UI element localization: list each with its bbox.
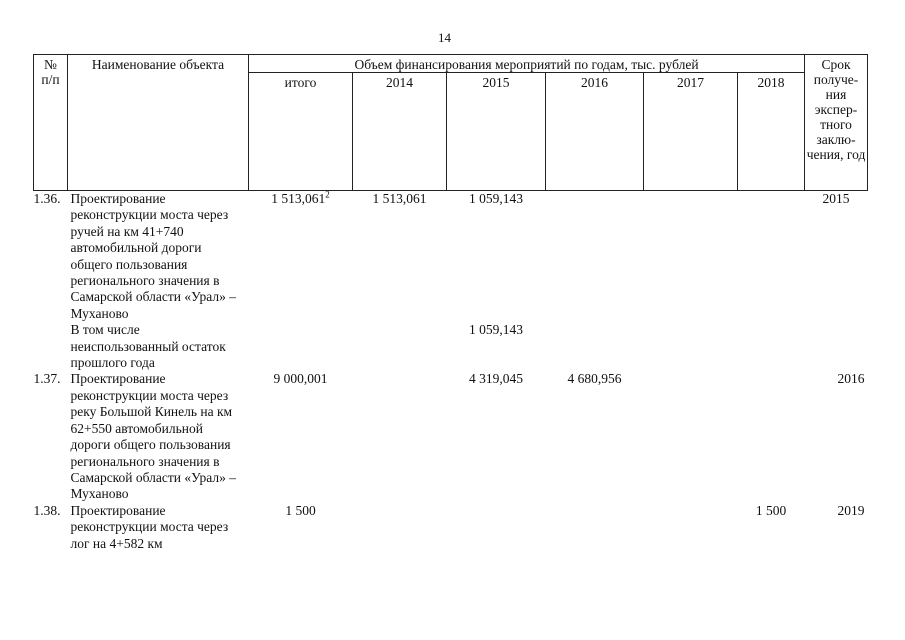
header-deadline-label: Срок получе-ния экспер-тного заклю-чения, год xyxy=(806,57,866,162)
header-volume xyxy=(249,55,805,73)
row-2017 xyxy=(644,371,738,502)
header-no-label: № п/п xyxy=(41,57,60,87)
row-total: 9 000,001 xyxy=(273,371,328,387)
header-year-label: 2018 xyxy=(757,75,785,90)
header-volume-label: Объем финансирования мероприятий по годам, тыс. рублей xyxy=(354,57,699,72)
row-2017 xyxy=(644,503,738,552)
header-year-label: 2016 xyxy=(581,75,608,90)
row-2015 xyxy=(447,503,546,552)
row-2015: 1 059,143 xyxy=(469,322,523,338)
row-2015: 1 059,143 xyxy=(469,191,523,206)
row-2017 xyxy=(644,191,738,323)
header-no xyxy=(34,55,68,191)
table-row xyxy=(34,322,868,371)
header-year-2017 xyxy=(644,73,738,191)
row-number: 1.38. xyxy=(33,502,61,518)
row-number: 1.37. xyxy=(33,371,61,387)
header-row-1 xyxy=(34,55,868,73)
row-total xyxy=(249,322,353,371)
row-number xyxy=(34,322,68,371)
row-total-value: 1 513,061 xyxy=(271,191,326,206)
header-year-2016 xyxy=(546,73,644,191)
header-total-label: итого xyxy=(284,75,317,90)
header-year-2014 xyxy=(353,73,447,191)
row-2018 xyxy=(738,322,805,371)
row-2016 xyxy=(546,503,644,552)
row-2014: 1 513,061 xyxy=(372,191,427,206)
header-year-2015 xyxy=(447,73,546,191)
row-2016: 4 680,956 xyxy=(567,371,622,387)
page-number: 14 xyxy=(438,30,451,45)
header-total xyxy=(249,73,353,191)
row-2016 xyxy=(546,191,644,323)
financing-table xyxy=(33,54,868,552)
row-total xyxy=(249,191,353,323)
row-2017 xyxy=(644,322,738,371)
row-deadline xyxy=(805,322,868,371)
header-year-label: 2015 xyxy=(482,75,510,90)
row-2015: 4 319,045 xyxy=(469,371,523,387)
row-2018: 1 500 xyxy=(755,502,787,518)
row-name: Проектирование реконструкции моста через ручей на км 41+740 автомобильной дороги общего пользования регионального значения в Самарской области «Урал» – Муханово xyxy=(70,191,237,321)
row-total: 1 500 xyxy=(285,502,316,518)
row-2014 xyxy=(353,322,447,371)
table-row xyxy=(34,371,868,502)
header-year-2018 xyxy=(738,73,805,191)
header-name-label: Наименование объекта xyxy=(91,57,225,72)
footnote-mark: 2 xyxy=(325,189,330,200)
row-number: 1.36. xyxy=(33,191,61,206)
row-name: В том числе неиспользованный остаток прошлого года xyxy=(70,322,226,371)
header-deadline xyxy=(805,55,868,191)
row-2016 xyxy=(546,322,644,371)
row-name: Проектирование реконструкции моста через реку Большой Кинель на км 62+550 автомобильной дороги общего пользования регионального значения в Самарской области «Урал» – Муханово xyxy=(70,371,237,502)
row-2018 xyxy=(738,371,805,502)
header-name xyxy=(68,55,249,191)
table-row xyxy=(34,191,868,323)
row-2014 xyxy=(353,503,447,552)
row-deadline: 2016 xyxy=(837,371,865,387)
row-name: Проектирование реконструкции моста через лог на 4+582 км xyxy=(70,502,229,551)
table-row xyxy=(34,503,868,552)
row-2014 xyxy=(353,371,447,502)
header-year-label: 2017 xyxy=(677,75,704,90)
row-2018 xyxy=(738,191,805,323)
header-year-label: 2014 xyxy=(386,75,413,90)
row-deadline: 2015 xyxy=(822,191,850,206)
row-deadline: 2019 xyxy=(837,502,865,518)
